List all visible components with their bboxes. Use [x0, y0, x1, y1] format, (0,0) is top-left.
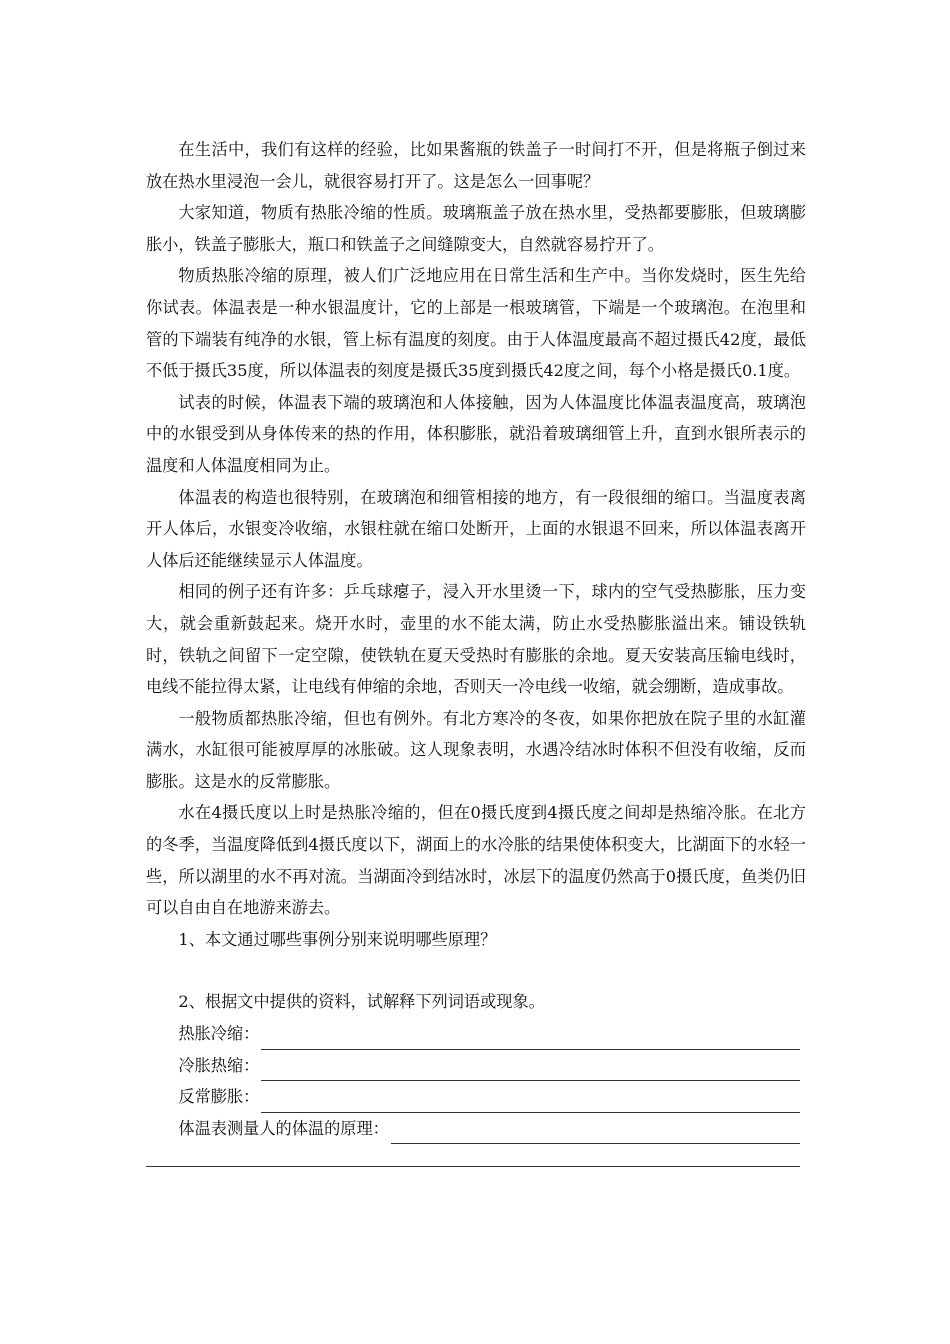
- paragraph-1: 在生活中，我们有这样的经验，比如果酱瓶的铁盖子一时间打不开，但是将瓶子倒过来放在热水里浸泡一会儿，就很容易打开了。这是怎么一回事呢？: [146, 140, 806, 191]
- paragraph-5: 体温表的构造也很特别，在玻璃泡和细管相接的地方，有一段很细的缩口。当温度表离开人体后，水银变冷收缩，水银柱就在缩口处断开，上面的水银退不回来，所以体温表离开人体后还能继续显示人体温度。: [146, 487, 806, 570]
- fill-label-3: 反常膨胀：: [178, 1087, 260, 1107]
- paragraph-8: 水在4摄氏度以上时是热胀冷缩的，但在0摄氏度到4摄氏度之间却是热缩冷胀。在北方的冬季，当温度降低到4摄氏度以下，湖面上的水冷胀的结果使体积变大，比湖面下的水轻一些，所以湖里的水不再对流。当湖面冷到结冰时，冰层下的温度仍然高于0摄氏度，鱼类仍旧可以自由自在地游来游去。: [146, 803, 806, 918]
- fill-label-1: 热胀冷缩：: [178, 1024, 260, 1044]
- paragraph-7: 一般物质都热胀冷缩，但也有例外。有北方寒冷的冬夜，如果你把放在院子里的水缸灌满水，水缸很可能被厚厚的冰胀破。这人现象表明，水遇冷结冰时体积不但没有收缩，反而膨胀。这是水的反常膨胀。: [146, 708, 806, 791]
- fill-row-4: [146, 1113, 806, 1145]
- answer-blank-3[interactable]: [261, 1090, 800, 1113]
- paragraph-3: 物质热胀冷缩的原理，被人们广泛地应用在日常生活和生产中。当你发烧时，医生先给你试表。体温表是一种水银温度计，它的上部是一根玻璃管，下端是一个玻璃泡。在泡里和管的下端装有纯净的水银，管上标有温度的刻度。由于人体温度最高不超过摄氏42度，最低不低于摄氏35度，所以体温表的刻度是摄氏35度到摄氏42度之间，每个小格是摄氏0.1度。: [146, 266, 806, 381]
- fill-label-4: 体温表测量人的体温的原理：: [178, 1118, 389, 1138]
- answer-blank-2[interactable]: [261, 1058, 800, 1081]
- question-1: 1、本文通过哪些事例分别来说明哪些原理？: [178, 929, 497, 949]
- paragraph-2: 大家知道，物质有热胀冷缩的性质。玻璃瓶盖子放在热水里，受热都要膨胀，但玻璃膨胀小，铁盖子膨胀大，瓶口和铁盖子之间缝隙变大，自然就容易拧开了。: [146, 203, 806, 254]
- article-body: [146, 134, 806, 1167]
- answer-space-1: [146, 955, 806, 986]
- fill-row-3: [146, 1081, 806, 1113]
- answer-blank-4[interactable]: [391, 1121, 800, 1144]
- fill-label-2: 冷胀热缩：: [178, 1055, 260, 1075]
- paragraph-4: 试表的时候，体温表下端的玻璃泡和人体接触，因为人体温度比体温表温度高，玻璃泡中的水银受到从身体传来的热的作用，体积膨胀，就沿着玻璃细管上升，直到水银所表示的温度和人体温度相同为止。: [146, 392, 806, 475]
- question-2: 2、根据文中提供的资料，试解释下列词语或现象。: [178, 992, 545, 1012]
- answer-blank-4-continued[interactable]: [146, 1144, 800, 1167]
- paragraph-6: 相同的例子还有许多：乒乓球瘪子，浸入开水里烫一下，球内的空气受热膨胀，压力变大，就会重新鼓起来。烧开水时，壶里的水不能太满，防止水受热膨胀溢出来。铺设铁轨时，铁轨之间留下一定空隙，使铁轨在夏天受热时有膨胀的余地。夏天安装高压输电线时，电线不能拉得太紧，让电线有伸缩的余地，否则天一冷电线一收缩，就会绷断，造成事故。: [146, 582, 806, 697]
- answer-blank-1[interactable]: [261, 1027, 800, 1050]
- fill-row-2: [146, 1050, 806, 1082]
- fill-row-1: [146, 1018, 806, 1050]
